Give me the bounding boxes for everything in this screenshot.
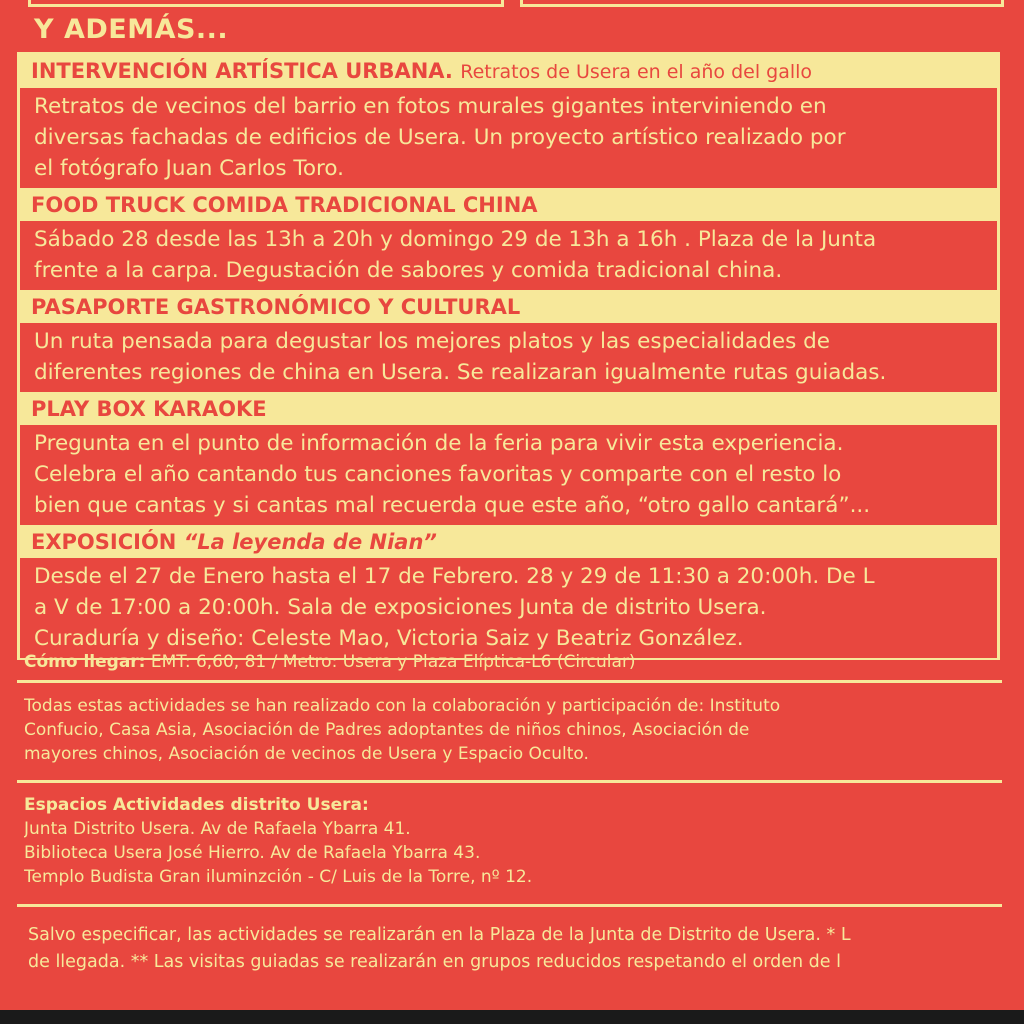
divider [17, 680, 1002, 683]
activity-spaces: Espacios Actividades distrito Usera: Junta Distrito Usera. Av de Rafaela Ybarra 41. Biblioteca Usera José Hierro. Av de Rafaela Ybarra 43. Templo Budista Gran iluminzción - C/ Luis de la Torre, nº 12. [24, 795, 533, 887]
top-frame-left [28, 0, 504, 7]
divider [17, 780, 1002, 783]
how-to-arrive: Cómo llegar: EMT: 6,60, 81 / Metro: Usera y Plaza Elíptica-L6 (Circular) [24, 652, 636, 672]
activity-description: Desde el 27 de Enero hasta el 17 de Febrero. 28 y 29 de 11:30 a 20:00h. De L a V de 17:00 a 20:00h. Sala de exposiciones Junta de distrito Usera. Curaduría y diseño: Celeste Mao, Victoria Saiz y Beatriz González. [20, 558, 997, 658]
section-title: Y ADEMÁS... [34, 14, 229, 45]
divider [17, 904, 1002, 907]
activity-title: FOOD TRUCK COMIDA TRADICIONAL CHINA [31, 193, 538, 217]
activity-description: Pregunta en el punto de información de la feria para vivir esta experiencia. Celebra el año cantando tus canciones favoritas y comparte con el resto lo bien que cantas y si cantas mal recuerda que este año, “otro gallo cantará”... [20, 425, 997, 525]
activity-description: Retratos de vecinos del barrio en fotos murales gigantes interviniendo en diversas fachadas de edificios de Usera. Un proyecto artístico realizado por el fotógrafo Juan Carlos Toro. [20, 88, 997, 188]
activity-title: EXPOSICIÓN “La leyenda de Nian” [31, 530, 437, 554]
collaboration-text: Todas estas actividades se han realizado con la colaboración y participación de: Instituto Confucio, Casa Asia, Asociación de Padres adoptantes de niños chinos, Asociación de mayores chinos, Asociación de vecinos de Usera y Espacio Oculto. [24, 696, 781, 764]
activity-description: Sábado 28 desde las 13h a 20h y domingo 29 de 13h a 16h . Plaza de la Junta frente a la carpa. Degustación de sabores y comida tradicional china. [20, 221, 997, 290]
activities-panel [17, 52, 1000, 660]
activity-title: PLAY BOX KARAOKE [31, 397, 267, 421]
top-frame-right [520, 0, 1004, 7]
footnote: Salvo especificar, las actividades se realizarán en la Plaza de la Junta de Distrito de Usera. * L de llegada. ** Las visitas guiadas se realizarán en grupos reducidos respetando el orden de l [28, 925, 851, 972]
activity-title: INTERVENCIÓN ARTÍSTICA URBANA. Retratos de Usera en el año del gallo [31, 59, 813, 83]
activity-title: PASAPORTE GASTRONÓMICO Y CULTURAL [31, 295, 521, 319]
activity-description: Un ruta pensada para degustar los mejores platos y las especialidades de diferentes regiones de china en Usera. Se realizaran igualmente rutas guiadas. [20, 323, 997, 392]
bottom-bar [0, 1010, 1024, 1024]
